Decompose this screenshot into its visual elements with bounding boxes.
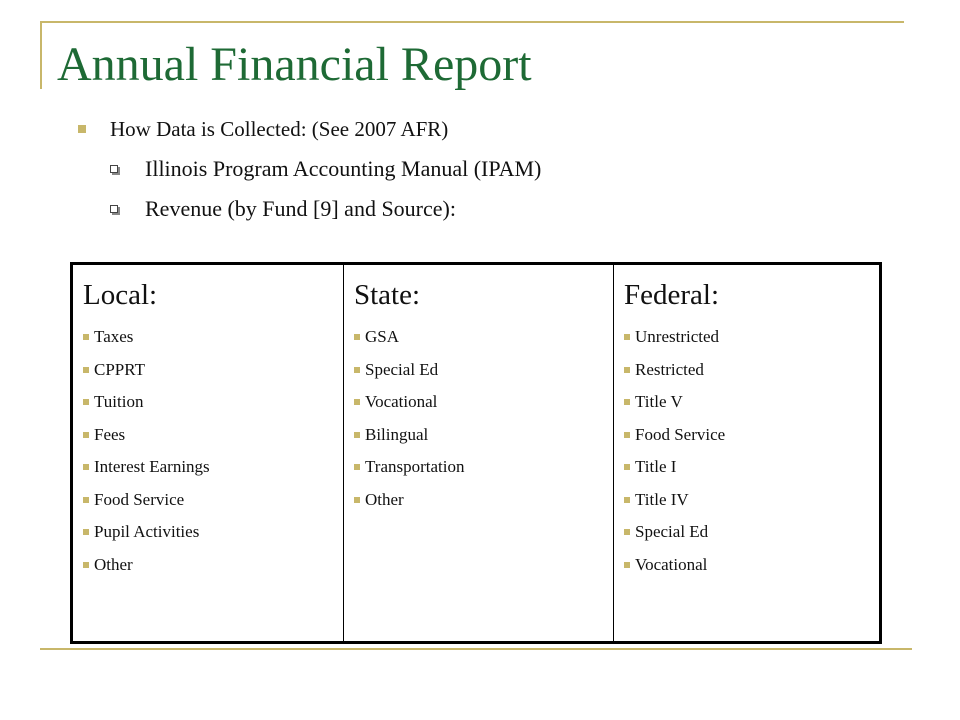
federal-source-list: [624, 321, 879, 581]
list-item: Unrestricted: [624, 321, 879, 354]
sub-bullet-text: Revenue (by Fund [9] and Source):: [145, 196, 456, 221]
list-item: Pupil Activities: [83, 516, 343, 549]
list-item: Title IV: [624, 484, 879, 517]
sub-bullet-ipam: [110, 154, 541, 184]
column-state: [343, 265, 613, 641]
list-item: Fees: [83, 419, 343, 452]
list-item: Food Service: [624, 419, 879, 452]
bullet-data-collection: [78, 114, 448, 144]
decorative-top-rule: [40, 21, 904, 23]
list-item: CPPRT: [83, 354, 343, 387]
column-local: [73, 265, 343, 641]
sub-bullet-text: Illinois Program Accounting Manual (IPAM): [145, 156, 542, 181]
column-heading-state: State:: [354, 279, 421, 311]
local-source-list: [83, 321, 343, 581]
list-item: Tuition: [83, 386, 343, 419]
list-item: Special Ed: [624, 516, 879, 549]
list-item: Other: [83, 549, 343, 582]
bullet-text: How Data is Collected: (See 2007 AFR): [110, 117, 449, 141]
hollow-square-bullet-icon: [110, 165, 118, 173]
column-heading-local: Local:: [83, 279, 158, 311]
sub-bullet-revenue: [110, 194, 456, 224]
decorative-left-rule: [40, 21, 42, 89]
list-item: GSA: [354, 321, 613, 354]
list-item: Vocational: [354, 386, 613, 419]
list-item: Interest Earnings: [83, 451, 343, 484]
square-bullet-icon: [78, 125, 86, 133]
list-item: Vocational: [624, 549, 879, 582]
list-item: Title I: [624, 451, 879, 484]
slide-title: Annual Financial Report: [57, 38, 532, 91]
decorative-bottom-rule: [40, 648, 912, 650]
column-heading-federal: Federal:: [624, 279, 720, 311]
list-item: Taxes: [83, 321, 343, 354]
list-item: Bilingual: [354, 419, 613, 452]
list-item: Food Service: [83, 484, 343, 517]
list-item: Other: [354, 484, 613, 517]
list-item: Title V: [624, 386, 879, 419]
list-item: Restricted: [624, 354, 879, 387]
list-item: Special Ed: [354, 354, 613, 387]
state-source-list: [354, 321, 613, 516]
column-federal: [613, 265, 879, 641]
revenue-sources-table: [70, 262, 882, 644]
hollow-square-bullet-icon: [110, 205, 118, 213]
list-item: Transportation: [354, 451, 613, 484]
